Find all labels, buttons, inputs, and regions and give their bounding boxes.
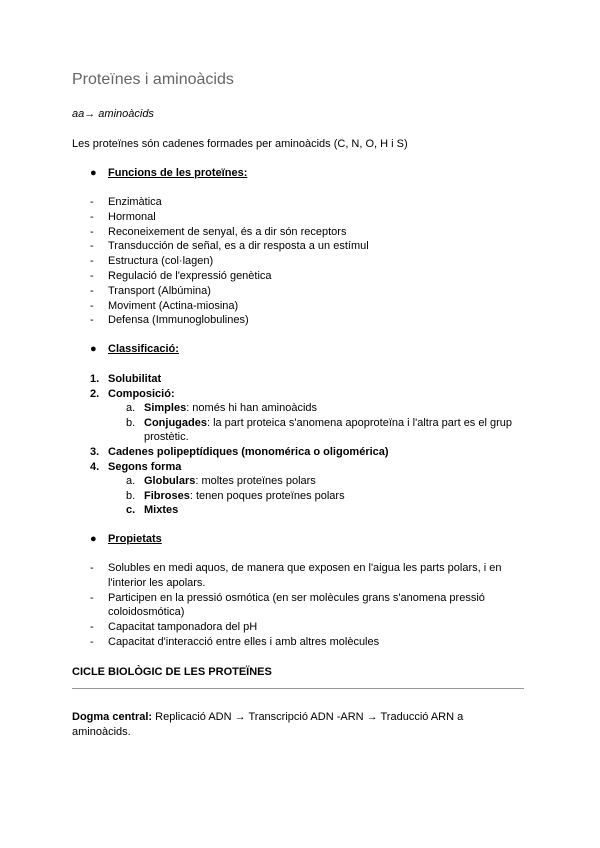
list-item: - Enzimàtica — [90, 196, 162, 208]
list-item: - Transport (Albúmina) — [90, 284, 211, 297]
propietats-heading — [90, 533, 162, 545]
bullet-icon: ● — [90, 167, 97, 179]
classificacio-heading-label: Classificació: — [108, 343, 179, 355]
funcions-heading — [90, 167, 247, 179]
list-item: - Regulació de l'expressió genètica — [90, 269, 272, 282]
list-item: - Participen en la pressió osmótica (en ser molècules grans s'anomena pressió coloidosmótica) — [90, 591, 485, 619]
bullet-icon: ● — [90, 533, 97, 545]
list-item: - Defensa (Immunoglobulines) — [90, 314, 249, 327]
forma-sublist — [90, 474, 544, 518]
sub-list-item: a. Globulars: moltes proteïnes polars — [126, 475, 316, 488]
page-title: Proteïnes i aminoàcids — [72, 71, 234, 88]
sub-list-item: a. Simples: només hi han aminoàcids — [126, 402, 318, 415]
list-item: - Moviment (Actina-miosina) — [90, 299, 239, 312]
list-item: - Capacitat d'interacció entre elles i amb altres molècules — [90, 635, 380, 648]
propietats-list — [90, 561, 530, 650]
horizontal-rule — [72, 688, 524, 689]
propietats-heading-label: Propietats — [108, 533, 162, 545]
list-item: 3. Cadenes polipeptídiques (monomérica o oligomérica) — [90, 445, 389, 458]
funcions-list — [90, 195, 369, 328]
list-item: - Transducción de señal, es a dir resposta a un estímul — [90, 240, 369, 253]
classificacio-list — [90, 372, 544, 518]
intro-paragraph: Les proteïnes són cadenes formades per aminoàcids (C, N, O, H i S) — [72, 138, 408, 150]
dogma-text: Replicació ADN → Transcripció ADN -ARN → Traducció ARN a aminoàcids. — [72, 711, 464, 738]
classificacio-heading — [90, 343, 179, 355]
list-item: - Solubles en medi aquos, de manera que exposen en l'aigua les parts polars, i en l'interior les apolars. — [90, 562, 502, 589]
list-item: - Estructura (col·lagen) — [90, 255, 214, 268]
list-item: 2. Composició: a. Simples: només hi han aminoàcids b. Conjugades: la part proteica s'anomena apoproteïna i l'altra part es el grup prostètic. — [90, 387, 544, 445]
dogma-paragraph — [72, 710, 472, 740]
composicio-sublist — [90, 401, 544, 445]
list-item: - Hormonal — [90, 210, 156, 223]
list-item: - Reconeixement de senyal, és a dir són receptors — [90, 225, 347, 238]
funcions-heading-label: Funcions de les proteïnes: — [108, 167, 248, 179]
cicle-heading: CICLE BIOLÒGIC DE LES PROTEÏNES — [72, 666, 272, 678]
list-item: 1. Solubilitat — [90, 373, 162, 385]
sub-list-item: b. Fibroses: tenen poques proteïnes polars — [126, 489, 345, 502]
bullet-icon: ● — [90, 343, 97, 355]
subtitle: aa→ aminoàcids — [72, 108, 154, 120]
sub-list-item: c. Mixtes — [126, 504, 179, 517]
sub-list-item: b. Conjugades: la part proteica s'anomena apoproteïna i l'altra part es el grup prostètic. — [126, 416, 512, 444]
list-item: 4. Segons forma a. Globulars: moltes proteïnes polars b. Fibroses: tenen poques proteïnes polars c. Mixtes — [90, 460, 544, 518]
dogma-label: Dogma central: — [72, 711, 153, 723]
list-item: - Capacitat tamponadora del pH — [90, 621, 258, 634]
